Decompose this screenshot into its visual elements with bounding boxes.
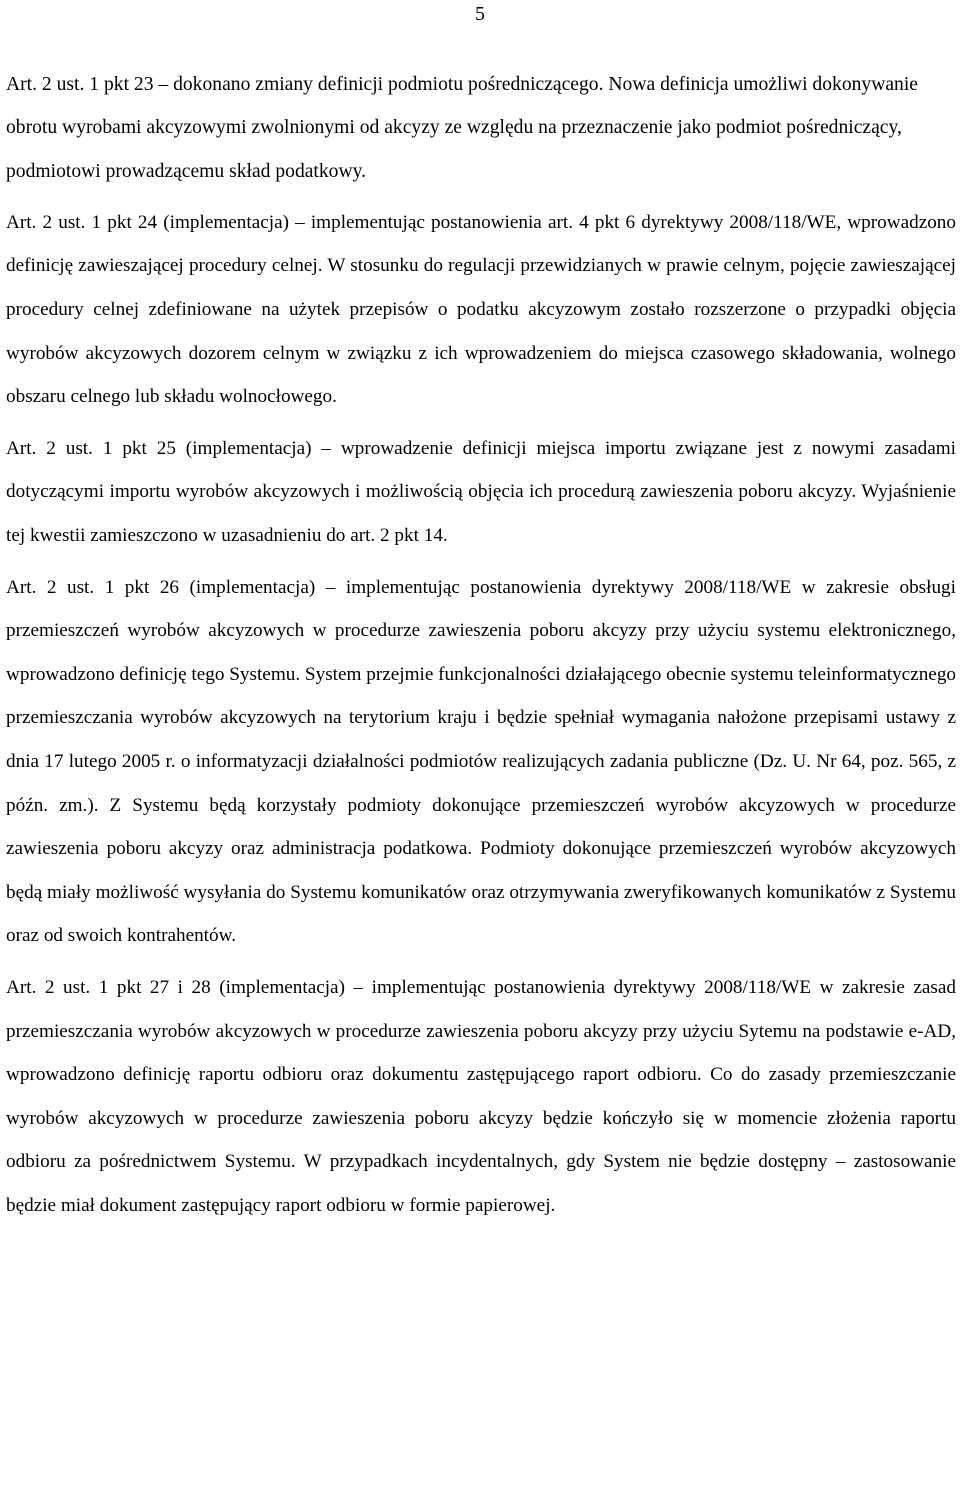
paragraph-art2-pkt25: Art. 2 ust. 1 pkt 25 (implementacja) – wprowadzenie definicji miejsca importu związane jest z nowymi zasadami dotyczącymi importu wyrobów akcyzowych i możliwością objęcia ich procedurą zawieszenia poboru akcyzy. Wyjaśnienie tej kwestii zamieszczono w uzasadnieniu do art. 2 pkt 14. bbox=[6, 437, 956, 547]
page-number: 5 bbox=[475, 3, 485, 25]
paragraph-art2-pkt26: Art. 2 ust. 1 pkt 26 (implementacja) – implementując postanowienia dyrektywy 2008/118/WE w zakresie obsługi przemieszczeń wyrobów akcyzowych w procedurze zawieszenia poboru akcyzy przy użyciu systemu elektronicznego, wprowadzono definicję tego Systemu. System przejmie funkcjonalności działającego obecnie systemu teleinformatycznego przemieszczania wyrobów akcyzowych na terytorium kraju i będzie spełniał wymagania nałożone przepisami ustawy z dnia 17 lutego 2005 r. o informatyzacji działalności podmiotów realizujących zadania publiczne (Dz. U. Nr 64, poz. 565, z późn. zm.). Z Systemu będą korzystały podmioty dokonujące przemieszczeń wyrobów akcyzowych w procedurze zawieszenia poboru akcyzy oraz administracja podatkowa. Podmioty dokonujące przemieszczeń wyrobów akcyzowych będą miały możliwość wysyłania do Systemu komunikatów oraz otrzymywania zweryfikowanych komunikatów z Systemu oraz od swoich kontrahentów. bbox=[6, 576, 957, 947]
paragraph-art2-pkt23: Art. 2 ust. 1 pkt 23 – dokonano zmiany definicji podmiotu pośredniczącego. Nowa definicja umożliwi dokonywanie obrotu wyrobami akcyzowymi zwolnionymi od akcyzy ze względu na przeznaczenie jako podmiot pośredniczący, podmiotowi prowadzącemu skład podatkowy. bbox=[6, 74, 918, 182]
document-body bbox=[6, 63, 956, 1236]
paragraph-art2-pkt27-28: Art. 2 ust. 1 pkt 27 i 28 (implementacja) – implementując postanowienia dyrektywy 2008/118/WE w zakresie zasad przemieszczania wyrobów akcyzowych w procedurze zawieszenia poboru akcyzy przy użyciu Sytemu na podstawie e-AD, wprowadzono definicję raportu odbioru oraz dokumentu zastępującego raport odbioru. Co do zasady przemieszczanie wyrobów akcyzowych w procedurze zawieszenia poboru akcyzy będzie kończyło się w momencie złożenia raportu odbioru za pośrednictwem Systemu. W przypadkach incydentalnych, gdy System nie będzie dostępny – zastosowanie będzie miał dokument zastępujący raport odbioru w formie papierowej. bbox=[6, 976, 956, 1216]
paragraph-art2-pkt24: Art. 2 ust. 1 pkt 24 (implementacja) – implementując postanowienia art. 4 pkt 6 dyrektywy 2008/118/WE, wprowadzono definicję zawieszającej procedury celnej. W stosunku do regulacji przewidzianych w prawie celnym, pojęcie zawieszającej procedury celnej zdefiniowane na użytek przepisów o podatku akcyzowym zostało rozszerzone o przypadki objęcia wyrobów akcyzowych dozorem celnym w związku z ich wprowadzeniem do miejsca czasowego składowania, wolnego obszaru celnego lub składu wolnocłowego. bbox=[6, 211, 956, 408]
